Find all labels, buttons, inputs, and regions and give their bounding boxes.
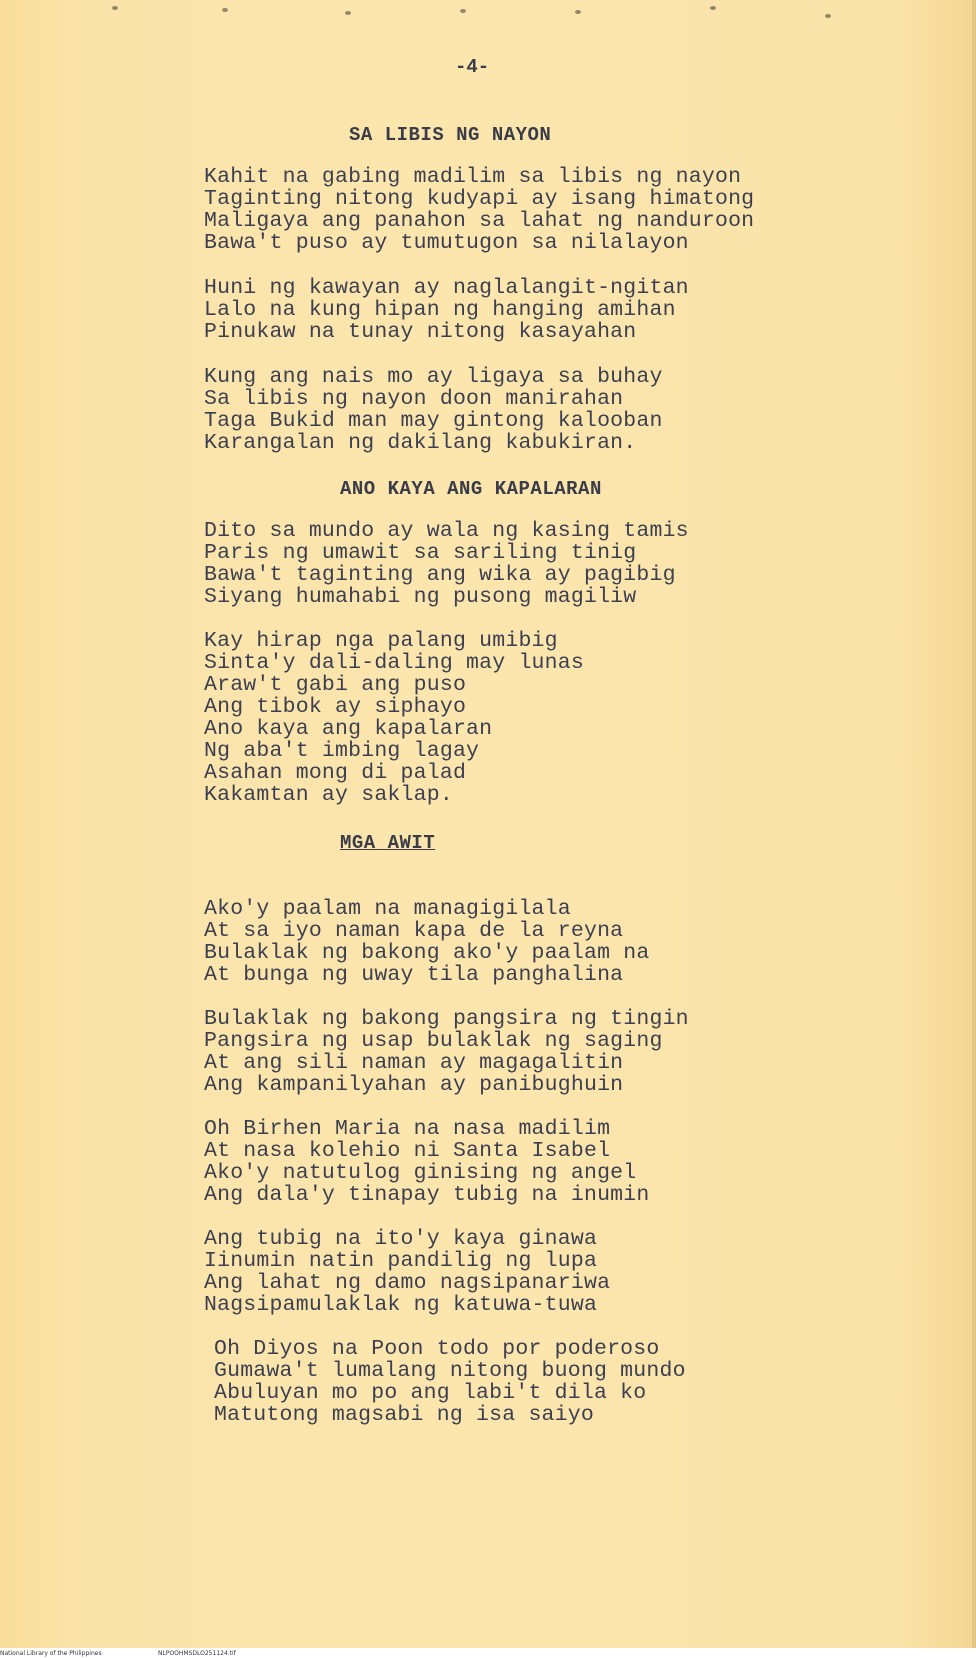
scan-footer bbox=[0, 1648, 976, 1658]
lyric-line: Huni ng kawayan ay naglalangit-ngitan bbox=[204, 276, 689, 300]
lyric-line: At bunga ng uway tila panghalina bbox=[204, 963, 624, 987]
lyric-line: Ang dala'y tinapay tubig na inumin bbox=[204, 1183, 650, 1207]
song-title-ano-kaya-ang-kapalaran: ANO KAYA ANG KAPALARAN bbox=[340, 478, 602, 500]
lyric-line: Oh Birhen Maria na nasa madilim bbox=[204, 1117, 611, 1141]
lyric-line: Matutong magsabi ng isa saiyo bbox=[214, 1403, 594, 1427]
speck bbox=[345, 11, 351, 15]
lyric-line: Bulaklak ng bakong pangsira ng tingin bbox=[204, 1007, 689, 1031]
lyric-line: Asahan mong di palad bbox=[204, 761, 467, 785]
lyric-line: Ang tubig na ito'y kaya ginawa bbox=[204, 1227, 598, 1251]
lyric-line: Sinta'y dali-daling may lunas bbox=[204, 651, 584, 675]
lyric-line: Dito sa mundo ay wala ng kasing tamis bbox=[204, 519, 689, 543]
stanza bbox=[204, 366, 663, 454]
lyric-line: Oh Diyos na Poon todo por poderoso bbox=[214, 1337, 660, 1361]
footer-file-id: NLPOOHMSDLO251124.tif bbox=[158, 1650, 236, 1657]
stanza bbox=[204, 898, 649, 986]
lyric-line: Kahit na gabing madilim sa libis ng nayon bbox=[204, 165, 742, 189]
stanza bbox=[204, 1008, 689, 1096]
lyric-line: Lalo na kung hipan ng hanging amihan bbox=[204, 298, 676, 322]
lyric-line: Sa libis ng nayon doon manirahan bbox=[204, 387, 624, 411]
lyric-line: Gumawa't lumalang nitong buong mundo bbox=[214, 1359, 686, 1383]
page-edge bbox=[972, 0, 976, 1658]
lyric-line: Pinukaw na tunay nitong kasayahan bbox=[204, 320, 637, 344]
lyric-line: Kakamtan ay saklap. bbox=[204, 783, 453, 807]
lyric-line: Ano kaya ang kapalaran bbox=[204, 717, 493, 741]
stanza bbox=[204, 1228, 610, 1316]
lyric-line: At ang sili naman ay magagalitin bbox=[204, 1051, 624, 1075]
page-number: -4- bbox=[455, 56, 490, 78]
song-title-sa-libis-ng-nayon: SA LIBIS NG NAYON bbox=[349, 124, 552, 146]
lyric-line: Nagsipamulaklak ng katuwa-tuwa bbox=[204, 1293, 598, 1317]
speck bbox=[460, 9, 466, 13]
speck bbox=[710, 6, 716, 10]
lyric-line: Ang lahat ng damo nagsipanariwa bbox=[204, 1271, 611, 1295]
speck bbox=[222, 8, 228, 12]
lyric-line: Kung ang nais mo ay ligaya sa buhay bbox=[204, 365, 663, 389]
stanza bbox=[204, 166, 754, 254]
lyric-line: Siyang humahabi ng pusong magiliw bbox=[204, 585, 637, 609]
lyric-line: Ako'y paalam na managigilala bbox=[204, 897, 571, 921]
lyric-line: At sa iyo naman kapa de la reyna bbox=[204, 919, 624, 943]
lyric-line: Karangalan ng dakilang kabukiran. bbox=[204, 431, 637, 455]
lyric-line: Iinumin natin pandilig ng lupa bbox=[204, 1249, 598, 1273]
footer-library: National Library of the Philippines bbox=[0, 1650, 102, 1657]
lyric-line: Pangsira ng usap bulaklak ng saging bbox=[204, 1029, 663, 1053]
stanza bbox=[204, 277, 689, 343]
stanza bbox=[204, 1118, 649, 1206]
lyric-line: Ang kampanilyahan ay panibughuin bbox=[204, 1073, 624, 1097]
lyric-line: Bawa't puso ay tumutugon sa nilalayon bbox=[204, 231, 689, 255]
lyric-line: Araw't gabi ang puso bbox=[204, 673, 467, 697]
lyric-line: At nasa kolehio ni Santa Isabel bbox=[204, 1139, 611, 1163]
lyric-line: Bulaklak ng bakong ako'y paalam na bbox=[204, 941, 650, 965]
speck bbox=[825, 14, 831, 18]
stanza bbox=[214, 1338, 686, 1426]
lyric-line: Taginting nitong kudyapi ay isang himatong bbox=[204, 187, 755, 211]
song-title-mga-awit: MGA AWIT bbox=[340, 832, 436, 854]
lyric-line: Kay hirap nga palang umibig bbox=[204, 629, 558, 653]
lyric-line: Paris ng umawit sa sariling tinig bbox=[204, 541, 637, 565]
speck bbox=[112, 6, 118, 10]
stanza bbox=[204, 630, 584, 806]
lyric-line: Ang tibok ay siphayo bbox=[204, 695, 467, 719]
lyric-line: Abuluyan mo po ang labi't dila ko bbox=[214, 1381, 647, 1405]
lyric-line: Taga Bukid man may gintong kalooban bbox=[204, 409, 663, 433]
lyric-line: Ng aba't imbing lagay bbox=[204, 739, 480, 763]
lyric-line: Bawa't taginting ang wika ay pagibig bbox=[204, 563, 676, 587]
stanza bbox=[204, 520, 689, 608]
lyric-line: Maligaya ang panahon sa lahat ng nanduroon bbox=[204, 209, 755, 233]
speck bbox=[575, 10, 581, 14]
lyric-line: Ako'y natutulog ginising ng angel bbox=[204, 1161, 637, 1185]
